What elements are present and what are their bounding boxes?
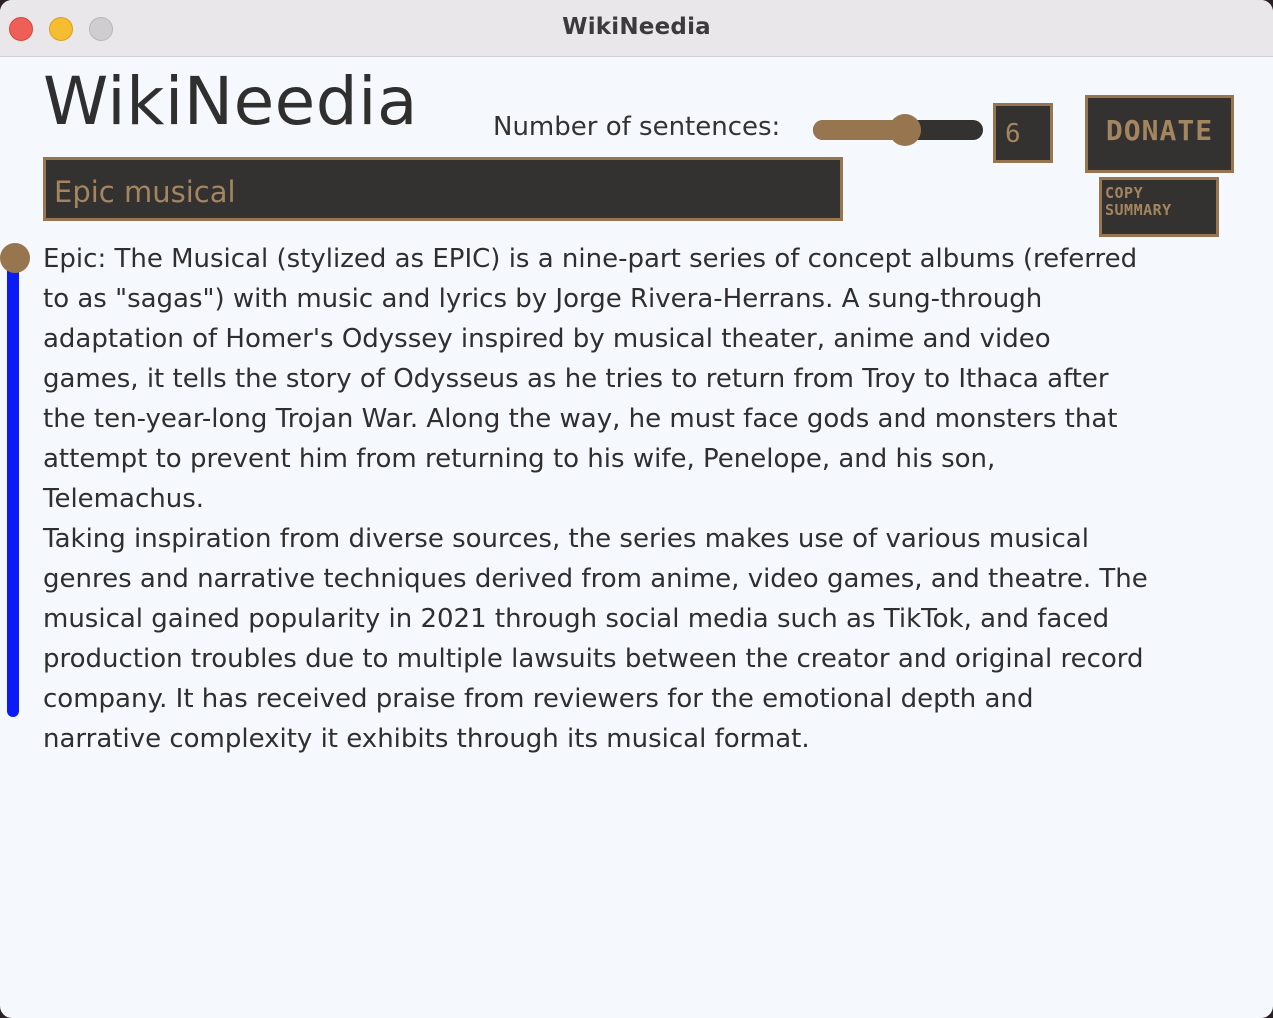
copy-summary-label-line1: COPY [1105,184,1144,202]
sentences-label: Number of sentences: [493,112,781,142]
sentences-count-field[interactable]: 6 [993,103,1053,163]
sentences-slider[interactable] [813,120,983,140]
summary-text [43,239,1153,759]
search-input[interactable]: Epic musical [43,157,843,221]
donate-button[interactable]: DONATE [1085,95,1234,173]
title-bar [0,0,1273,57]
summary-paragraph: Taking inspiration from diverse sources, the series makes use of various musical genres and narrative techniques derived from anime, video games, and theatre. The musical gained popularity in 2021 through social media such as TikTok, and faced production troubles due to multiple lawsuits between the creator and original record company. It has received praise from reviewers for the emotional depth and narrative complexity it exhibits through its musical format. [43,524,1148,754]
summary-paragraph: Epic: The Musical (stylized as EPIC) is a nine-part series of concept albums (referred to as "sagas") with music and lyrics by Jorge Rivera-Herrans. A sung-through adaptation of Homer's Odyssey inspired by musical theater, anime and video games, it tells the story of Odysseus as he tries to return from Troy to Ithaca after the ten-year-long Trojan War. Along the way, he must face gods and monsters that attempt to prevent him from returning to his wife, Penelope, and his son, Telemachus. [43,244,1138,514]
copy-summary-label-line2: SUMMARY [1105,201,1172,219]
sentences-slider-handle[interactable] [889,114,921,146]
app-title: WikiNeedia [43,63,418,140]
window-title: WikiNeedia [562,14,711,40]
summary-scrollbar-bar[interactable] [7,257,19,717]
copy-summary-button[interactable] [1099,177,1219,237]
summary-scrollbar-handle[interactable] [0,243,30,273]
summary-scrollbar[interactable] [4,247,22,717]
